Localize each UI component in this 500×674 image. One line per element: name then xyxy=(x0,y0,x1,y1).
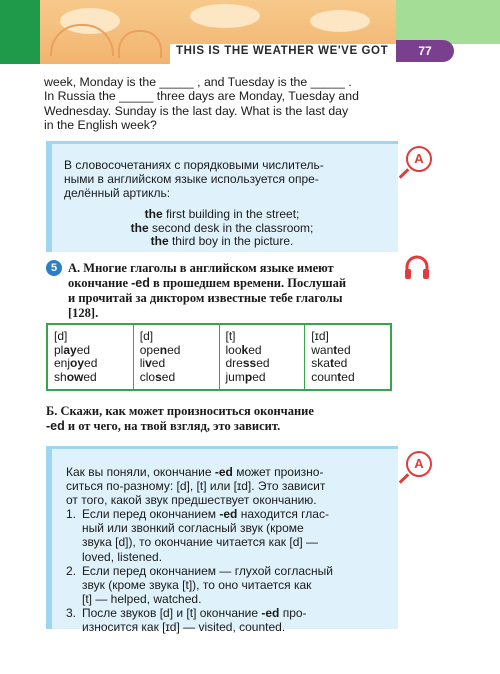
rule-line: звук (кроме звука [t]), то оно читается как xyxy=(82,577,312,592)
list-number: 2. xyxy=(66,563,77,578)
text-line: окончание -ed в прошедшем времени. Послушай xyxy=(68,276,347,290)
rule-line: Как вы поняли, окончание -ed может произно- xyxy=(66,465,324,479)
rule-line: [t] — helped, watched. xyxy=(82,591,202,606)
example-line xyxy=(52,235,392,249)
rule-list-item xyxy=(66,507,380,563)
verb-word: enjoyed xyxy=(54,356,98,370)
rule-box-articles xyxy=(46,141,398,252)
example-text: third boy in the picture. xyxy=(168,234,294,248)
text-line: [128]. xyxy=(68,306,99,320)
verb-table xyxy=(46,323,392,391)
part-label: Б. xyxy=(46,404,58,418)
rule-box-ed-ending xyxy=(46,446,398,635)
verb-word: dressed xyxy=(225,356,270,370)
article-the: the xyxy=(130,220,149,235)
page-title: THIS IS THE WEATHER WE'VE GOT xyxy=(176,45,389,57)
list-number: 1. xyxy=(66,507,77,522)
text-line: week, Monday is the _____ , and Tuesday is the _____ . xyxy=(44,75,352,89)
column-header: [ɪd] xyxy=(311,329,329,343)
column-header: [t] xyxy=(225,329,236,343)
exercise-number: 5 xyxy=(46,260,62,276)
rule-line: звука [d]), то окончание читается как [d] — xyxy=(82,535,319,550)
intro-paragraph xyxy=(44,75,396,132)
text-line: и прочитай за диктором известные тебе глаголы xyxy=(68,291,343,305)
rule-line: ный или звонкий согласный звук (кроме xyxy=(82,521,304,536)
exercise-part-a xyxy=(68,261,394,321)
example-text: second desk in the classroom; xyxy=(148,220,314,235)
magnifier-handle xyxy=(399,473,410,484)
rule-list-item xyxy=(66,564,380,606)
verb-word: counted xyxy=(311,369,355,384)
rule-line: Если перед окончанием — глухой согласный xyxy=(82,563,333,578)
part-label: A. xyxy=(68,261,81,275)
rule-line: износится как [ɪd] — visited, counted. xyxy=(82,620,286,635)
verb-word: skated xyxy=(311,356,348,370)
header-green-block xyxy=(0,0,40,64)
example-line xyxy=(52,208,392,222)
exercise-part-b xyxy=(46,404,394,434)
rule-line: ситься по-разному: [d], [t] или [ɪd]. Это зависит xyxy=(66,479,326,494)
grammar-magnifier-icon: A xyxy=(406,451,432,477)
text-line: Б. Скажи, как может произноситься окончание xyxy=(46,404,314,418)
text-line: in the English week? xyxy=(44,117,157,132)
rule-line: ными в английском языке используется опре- xyxy=(64,172,319,186)
column-header: [d] xyxy=(54,329,68,343)
cloud-shape xyxy=(190,4,260,28)
verb-word: opened xyxy=(139,342,181,357)
text-line: -ed и от чего, на твой взгляд, это зависит. xyxy=(46,419,281,433)
grammar-magnifier-icon: A xyxy=(406,146,432,172)
rule-line: от того, какой звук предшествует окончанию. xyxy=(66,493,317,508)
rule-line: делённый артикль: xyxy=(64,186,171,200)
rule-line: После звуков [d] и [t] окончание -ed про- xyxy=(82,605,307,620)
verb-word: lived xyxy=(139,356,166,370)
verb-word: closed xyxy=(139,369,176,384)
example-line xyxy=(52,222,392,236)
headphones-icon[interactable] xyxy=(403,255,431,281)
text-line: In Russia the _____ three days are Monday, Tuesday and xyxy=(44,89,359,104)
page-number: 77 xyxy=(396,40,454,62)
verb-word: played xyxy=(54,342,91,357)
rule-list-item xyxy=(66,606,380,634)
verb-word: wanted xyxy=(311,342,351,357)
verb-word: looked xyxy=(225,342,262,357)
rule-line: В словосочетаниях с порядковыми числитель- xyxy=(64,158,324,172)
list-number: 3. xyxy=(66,605,77,620)
verb-column xyxy=(305,325,390,389)
verb-column xyxy=(134,325,220,389)
article-the: the xyxy=(150,234,169,248)
article-the: the xyxy=(144,207,163,221)
text-line: Wednesday. Sunday is the last day. What is the last day xyxy=(44,103,349,118)
building-icon xyxy=(118,30,162,58)
verb-word: showed xyxy=(54,369,97,384)
rule-line: Если перед окончанием -ed находится глас- xyxy=(82,507,329,522)
verb-column xyxy=(220,325,306,389)
column-header: [d] xyxy=(139,329,154,343)
rule-line: loved, listened. xyxy=(82,549,163,564)
example-text: first building in the street; xyxy=(162,207,300,221)
magnifier-handle xyxy=(399,168,410,179)
text-line: A. Многие глаголы в английском языке имеют xyxy=(68,261,334,275)
cloud-shape xyxy=(310,10,370,32)
verb-word: jumped xyxy=(225,369,266,384)
verb-column xyxy=(48,325,134,389)
